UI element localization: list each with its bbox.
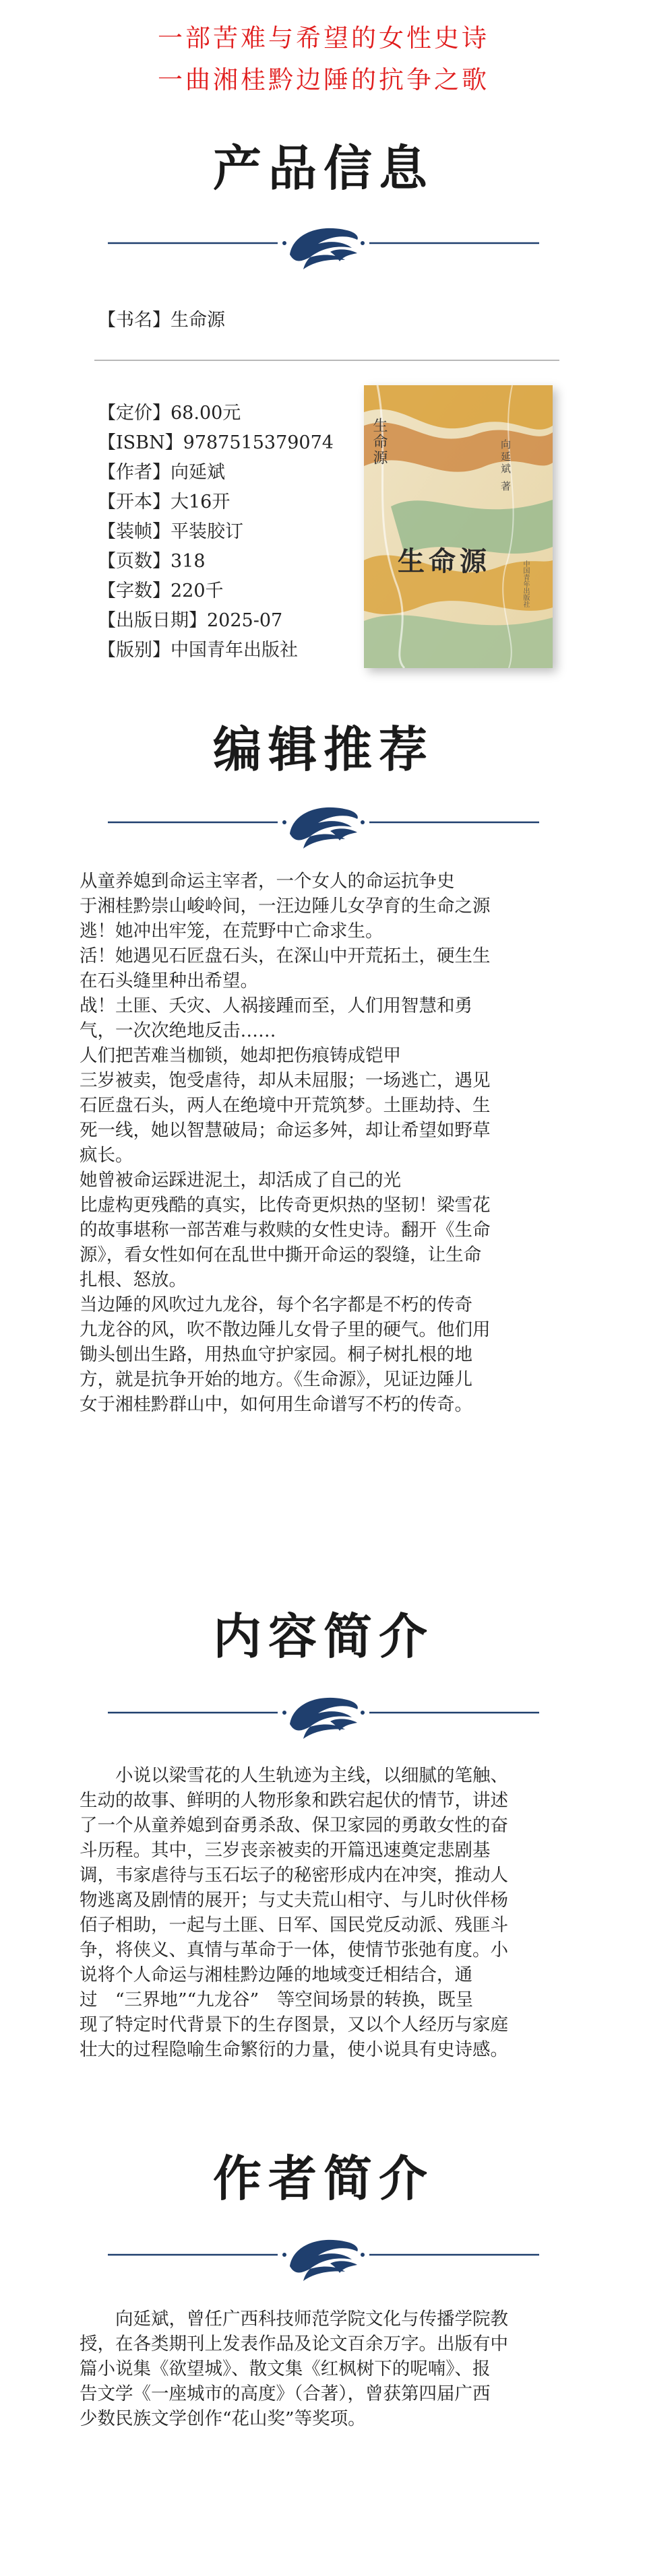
text-line: 调，韦家虐待与玉石坛子的秘密形成内在冲突，推动人	[80, 1865, 508, 1886]
cover-publisher: 中国青年出版社	[522, 560, 529, 607]
text-line: 从童养媳到命运主宰者，一个女人的命运抗争史	[80, 871, 455, 892]
cover-title: 生命源	[398, 546, 491, 577]
cover-title-vertical: 生命源	[371, 418, 388, 466]
ornament-divider	[108, 2226, 539, 2286]
field-value: 平装胶订	[171, 521, 243, 542]
field-label: 【 字数 】	[98, 581, 171, 601]
field-value: 68.00元	[171, 403, 241, 424]
cover-author: 向延斌 著	[499, 439, 512, 493]
field-label: 【 书名 】	[98, 310, 171, 331]
text-line: 的故事堪称一部苦难与救赎的女性史诗。翻开《生命	[80, 1220, 491, 1241]
text-line: 逃！她冲出牢笼，在荒野中亡命求生。	[80, 921, 383, 942]
field-label: 【 装帧 】	[98, 521, 171, 542]
field-value: 生命源	[171, 310, 225, 331]
text-line: 物逃离及剧情的展开；与丈夫荒山相守、与儿时伙伴杨	[80, 1890, 508, 1911]
wave-emblem-icon	[108, 1684, 539, 1744]
field-value: 大16开	[171, 492, 230, 513]
text-line: 告文学《一座城市的高度》（合著），曾获第四届广西	[80, 2383, 491, 2404]
text-line: 死一线，她以智慧破局；命运多舛，却让希望如野草	[80, 1120, 491, 1141]
text-line: 气，一次次绝地反击……	[80, 1020, 276, 1041]
ornament-divider	[108, 793, 539, 854]
text-line: 现了特定时代背景下的生存图景，又以个人经历与家庭	[80, 2014, 508, 2035]
field-label: 【 出版日期 】	[98, 610, 207, 631]
text-line: 争，将侠义、真情与革命于一体，使情节张弛有度。小	[80, 1940, 508, 1960]
content-intro-text	[80, 1763, 578, 2062]
editor-recommend-text	[80, 869, 578, 1417]
field-label: 【 页数 】	[98, 551, 171, 572]
divider-line	[94, 360, 559, 361]
text-line: 斗历程。其中，三岁丧亲被卖的开篇迅速奠定悲剧基	[80, 1840, 491, 1861]
text-line: 生动的故事、鲜明的人物形象和跌宕起伏的情节，讲述	[80, 1790, 508, 1811]
author-intro-text	[80, 2307, 578, 2431]
tagline-1: 一部苦难与希望的女性史诗	[158, 24, 489, 53]
field-value: 中国青年出版社	[171, 640, 298, 661]
text-line: 九龙谷的风，吹不散边陲儿女骨子里的硬气。他们用	[80, 1319, 491, 1340]
text-line: 于湘桂黔崇山峻岭间，一汪边陲儿女孕育的生命之源	[80, 896, 491, 917]
text-line: 她曾被命运踩进泥土，却活成了自己的光	[80, 1170, 401, 1191]
section-title-editor-recommend: 编辑推荐	[212, 721, 434, 778]
section-title-content-intro: 内容简介	[212, 1608, 434, 1665]
text-line: 授，在各类期刊上发表作品及论文百余万字。出版有中	[80, 2334, 508, 2354]
section-title-product-info: 产品信息	[212, 140, 434, 197]
text-line: 当边陲的风吹过九龙谷，每个名字都是不朽的传奇	[80, 1294, 472, 1315]
tagline-2: 一曲湘桂黔边陲的抗争之歌	[158, 65, 489, 94]
text-line: 石匠盘石头，两人在绝境中开荒筑梦。土匪劫持、生	[80, 1095, 491, 1116]
wave-emblem-icon	[108, 2226, 539, 2286]
field-label: 【 ISBN 】	[98, 432, 183, 453]
text-line: 壮大的过程隐喻生命繁衍的力量，使小说具有史诗感。	[80, 2039, 508, 2060]
field-price	[98, 399, 241, 428]
field-value: 220千	[171, 581, 224, 601]
text-line: 比虚构更残酷的真实，比传奇更炽热的坚韧！梁雪花	[80, 1195, 491, 1216]
field-title	[98, 306, 225, 335]
field-format	[98, 488, 230, 517]
field-value: 318	[171, 551, 206, 572]
text-line: 活！她遇见石匠盘石头，在深山中开荒拓土，硬生生	[80, 946, 491, 966]
text-line: 战！土匪、夭灾、人祸接踵而至，人们用智慧和勇	[80, 995, 472, 1016]
text-line: 锄头刨出生路，用热血守护家园。桐子树扎根的地	[80, 1344, 472, 1365]
text-line: 篇小说集《欲望城》、散文集《红枫树下的呢喃》、报	[80, 2358, 491, 2379]
field-binding	[98, 517, 243, 547]
section-title-author-intro: 作者简介	[212, 2150, 434, 2207]
text-line: 疯长。	[80, 1145, 133, 1166]
text-line: 少数民族文学创作“花山奖”等奖项。	[80, 2408, 366, 2429]
field-words	[98, 576, 224, 606]
field-label: 【 开本 】	[98, 492, 171, 513]
text-line: 在石头缝里种出希望。	[80, 970, 258, 991]
field-value: 向延斌	[171, 462, 225, 483]
ornament-divider	[108, 1684, 539, 1744]
text-line: 方，就是抗争开始的地方。《生命源》，见证边陲儿	[80, 1369, 472, 1390]
text-line: 三岁被卖，饱受虐待，却从未屈服；一场逃亡，遇见	[80, 1070, 491, 1091]
field-isbn	[98, 428, 334, 458]
text-line: 小说以梁雪花的人生轨迹为主线，以细腻的笔触、	[80, 1765, 508, 1786]
text-line: 扎根、怒放。	[80, 1269, 187, 1290]
field-value: 2025-07	[207, 610, 283, 631]
text-line: 向延斌，曾任广西科技师范学院文化与传播学院教	[80, 2309, 508, 2330]
field-label: 【 版别 】	[98, 640, 171, 661]
book-cover-image	[364, 385, 553, 668]
text-line: 人们把苦难当枷锁，她却把伤痕铸成铠甲	[80, 1045, 401, 1066]
text-line: 佰子相助，一起与土匪、日军、国民党反动派、残匪斗	[80, 1915, 508, 1936]
field-author	[98, 458, 225, 488]
text-line: 了一个从童养媳到奋勇杀敌、保卫家园的勇敢女性的奋	[80, 1815, 508, 1836]
text-line: 女于湘桂黔群山中，如何用生命谱写不朽的传奇。	[80, 1394, 472, 1415]
field-label: 【 作者 】	[98, 462, 171, 483]
ornament-divider	[108, 214, 539, 275]
field-label: 【 定价 】	[98, 403, 171, 424]
field-pages	[98, 547, 206, 576]
book-cover-art	[364, 385, 553, 668]
wave-emblem-icon	[108, 214, 539, 275]
field-pubdate	[98, 606, 282, 636]
text-line: 说将个人命运与湘桂黔边陲的地域变迁相结合，通	[80, 1964, 472, 1985]
field-value: 9787515379074	[183, 432, 334, 453]
field-edition	[98, 636, 298, 665]
text-line: 过 “三界地”“九龙谷” 等空间场景的转换，既呈	[80, 1989, 474, 2010]
wave-emblem-icon	[108, 793, 539, 854]
text-line: 源》，看女性如何在乱世中撕开命运的裂缝，让生命	[80, 1245, 482, 1265]
